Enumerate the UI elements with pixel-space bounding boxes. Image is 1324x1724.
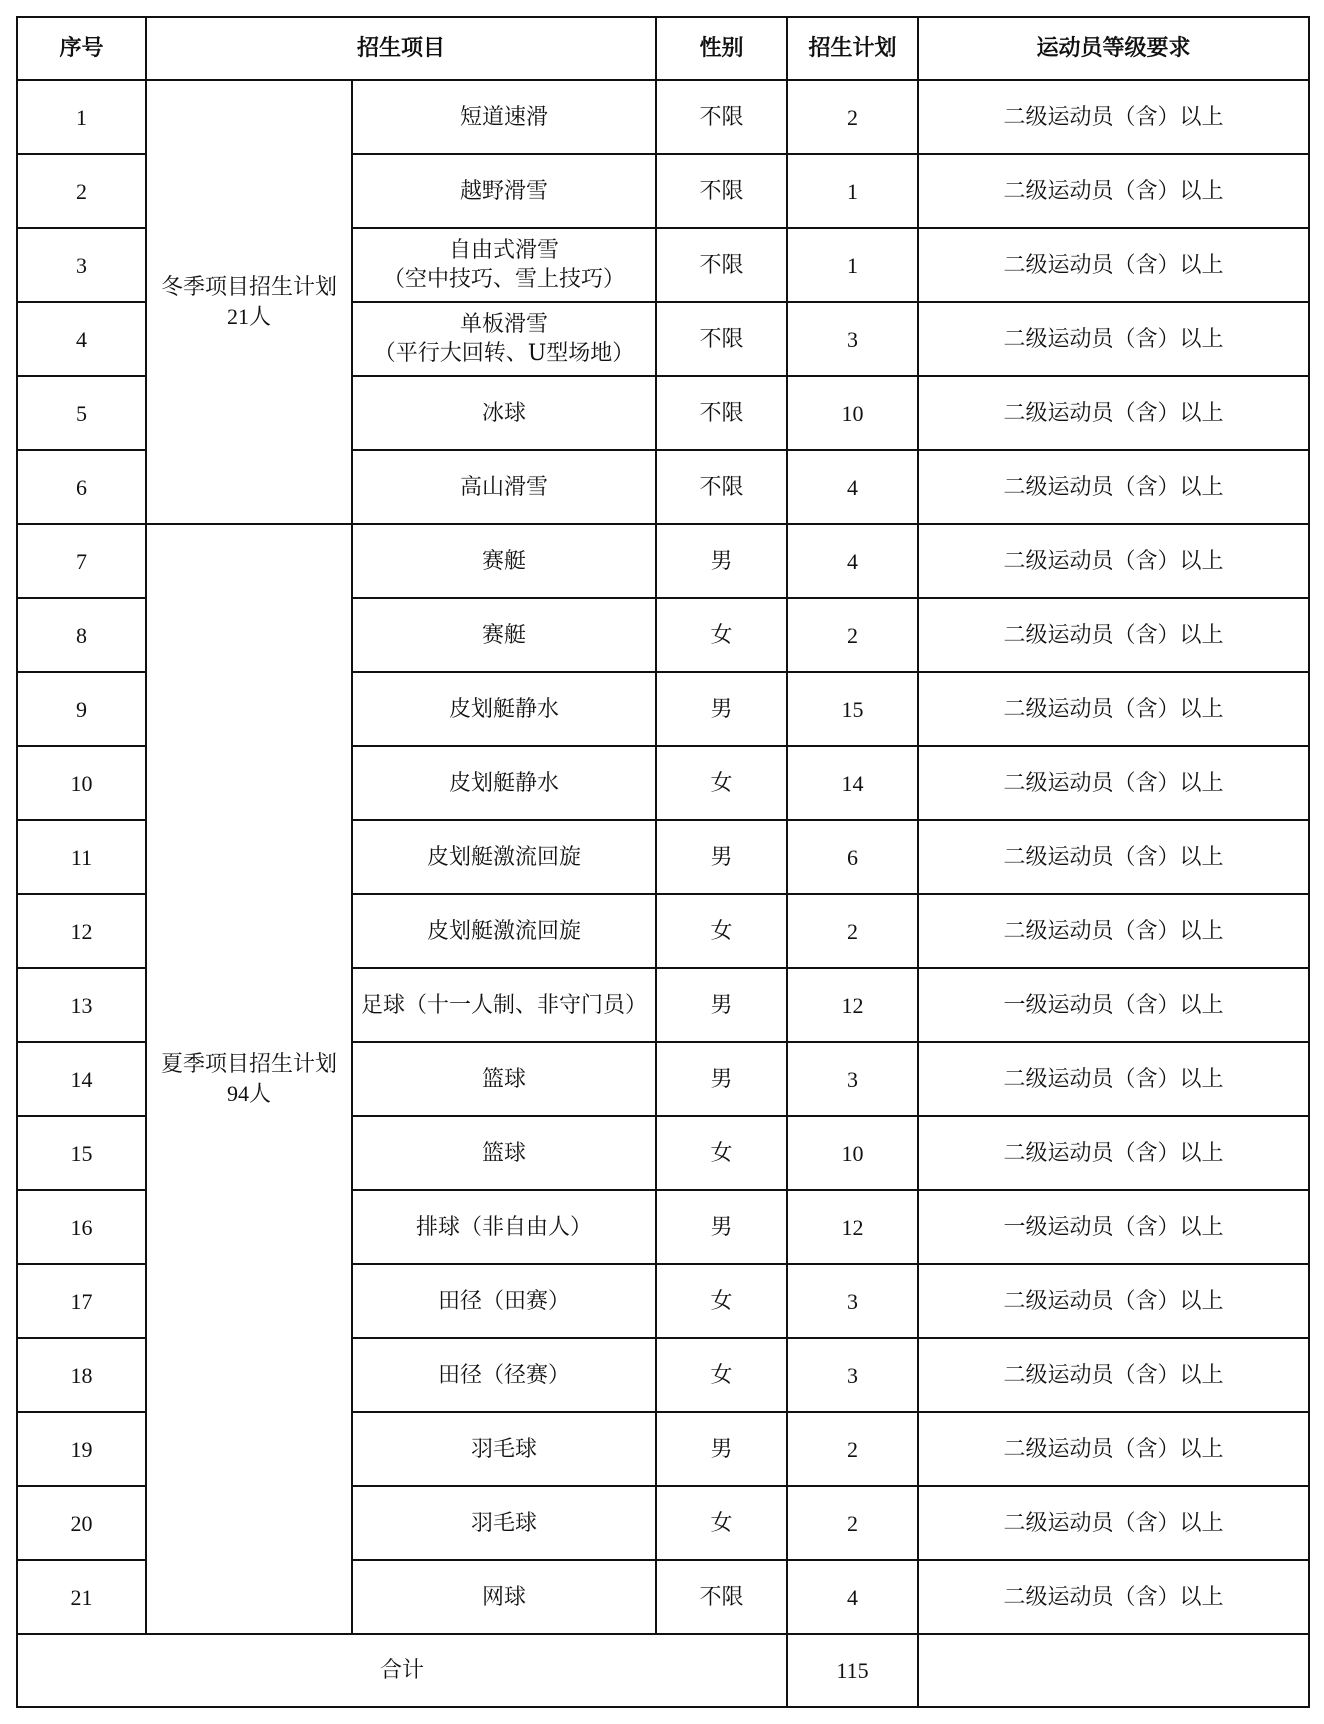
- row-plan: 4: [787, 1560, 918, 1634]
- row-level: 二级运动员（含）以上: [918, 1264, 1309, 1338]
- row-sport-name: 自由式滑雪: [449, 238, 560, 263]
- row-sport: [352, 228, 656, 302]
- total-row: [17, 1634, 1309, 1707]
- row-gender: 男: [656, 672, 787, 746]
- row-level: 二级运动员（含）以上: [918, 672, 1309, 746]
- row-gender: 不限: [656, 376, 787, 450]
- row-sport-name: 赛艇: [482, 622, 527, 648]
- row-gender: 不限: [656, 154, 787, 228]
- row-gender: 不限: [656, 228, 787, 302]
- row-index: 12: [17, 894, 146, 968]
- winter-group-count: 21人: [226, 304, 271, 329]
- row-index: 16: [17, 1190, 146, 1264]
- table-body: [17, 80, 1309, 1707]
- row-sport-name: 皮划艇激流回旋: [427, 918, 582, 944]
- row-gender: 女: [656, 894, 787, 968]
- row-sport-name: 网球: [482, 1584, 527, 1610]
- header-index: 序号: [17, 17, 146, 80]
- row-sport: [352, 1412, 656, 1486]
- row-sport-name: 田径（田赛）: [438, 1288, 571, 1314]
- header-level: 运动员等级要求: [918, 17, 1309, 80]
- row-plan: 10: [787, 1116, 918, 1190]
- row-level: 二级运动员（含）以上: [918, 1116, 1309, 1190]
- row-level: 一级运动员（含）以上: [918, 1190, 1309, 1264]
- row-gender: 男: [656, 1042, 787, 1116]
- summer-group-count: 94人: [226, 1081, 271, 1106]
- row-level: 二级运动员（含）以上: [918, 894, 1309, 968]
- header-gender: 性别: [656, 17, 787, 80]
- row-sport: [352, 450, 656, 524]
- winter-group-title: 冬季项目招生计划: [160, 275, 337, 300]
- row-index: 10: [17, 746, 146, 820]
- row-sport-name: 越野滑雪: [460, 178, 549, 204]
- row-index: 3: [17, 228, 146, 302]
- row-sport-name: 皮划艇激流回旋: [427, 844, 582, 870]
- row-gender: 女: [656, 1116, 787, 1190]
- header-plan: 招生计划: [787, 17, 918, 80]
- row-index: 17: [17, 1264, 146, 1338]
- row-index: 21: [17, 1560, 146, 1634]
- row-level: 二级运动员（含）以上: [918, 1412, 1309, 1486]
- row-plan: 10: [787, 376, 918, 450]
- row-sport-name: 田径（径赛）: [438, 1362, 571, 1388]
- row-level: 二级运动员（含）以上: [918, 376, 1309, 450]
- enrollment-plan-table: [16, 16, 1310, 1708]
- row-sport-name: 羽毛球: [471, 1436, 538, 1462]
- row-gender: 女: [656, 746, 787, 820]
- row-sport-name: 皮划艇静水: [449, 770, 560, 796]
- row-plan: 6: [787, 820, 918, 894]
- row-level: 二级运动员（含）以上: [918, 1338, 1309, 1412]
- summer-group-cell: [146, 524, 352, 1634]
- row-index: 7: [17, 524, 146, 598]
- row-sport: [352, 1560, 656, 1634]
- row-sport-detail: （空中技巧、雪上技巧）: [383, 267, 626, 292]
- row-sport-name: 篮球: [482, 1140, 527, 1166]
- row-gender: 女: [656, 1264, 787, 1338]
- total-plan: 115: [787, 1634, 918, 1707]
- row-plan: 12: [787, 968, 918, 1042]
- row-gender: 男: [656, 968, 787, 1042]
- row-plan: 12: [787, 1190, 918, 1264]
- row-sport-name: 篮球: [482, 1066, 527, 1092]
- row-index: 20: [17, 1486, 146, 1560]
- row-sport-name: 高山滑雪: [460, 474, 549, 500]
- row-sport: [352, 1338, 656, 1412]
- row-sport: [352, 1190, 656, 1264]
- table-row: [17, 524, 1309, 598]
- row-index: 13: [17, 968, 146, 1042]
- row-index: 6: [17, 450, 146, 524]
- row-plan: 3: [787, 1042, 918, 1116]
- row-index: 9: [17, 672, 146, 746]
- row-sport: [352, 672, 656, 746]
- row-level: 一级运动员（含）以上: [918, 968, 1309, 1042]
- row-index: 11: [17, 820, 146, 894]
- row-index: 18: [17, 1338, 146, 1412]
- row-plan: 1: [787, 228, 918, 302]
- row-level: 二级运动员（含）以上: [918, 80, 1309, 154]
- row-gender: 男: [656, 1412, 787, 1486]
- row-plan: 2: [787, 1412, 918, 1486]
- row-sport: [352, 1486, 656, 1560]
- row-plan: 3: [787, 302, 918, 376]
- row-index: 4: [17, 302, 146, 376]
- row-gender: 不限: [656, 80, 787, 154]
- total-level: [918, 1634, 1309, 1707]
- row-plan: 4: [787, 524, 918, 598]
- summer-group-title: 夏季项目招生计划: [160, 1052, 337, 1077]
- row-plan: 2: [787, 80, 918, 154]
- row-sport: [352, 376, 656, 450]
- row-sport-name: 排球（非自由人）: [416, 1214, 593, 1240]
- table-header-row: [17, 17, 1309, 80]
- winter-group-cell: [146, 80, 352, 524]
- row-plan: 1: [787, 154, 918, 228]
- row-gender: 不限: [656, 302, 787, 376]
- row-sport: [352, 302, 656, 376]
- row-gender: 女: [656, 1338, 787, 1412]
- row-gender: 女: [656, 1486, 787, 1560]
- row-level: 二级运动员（含）以上: [918, 1486, 1309, 1560]
- row-sport: [352, 80, 656, 154]
- row-sport: [352, 598, 656, 672]
- row-sport-detail: （平行大回转、U型场地）: [373, 341, 635, 366]
- row-level: 二级运动员（含）以上: [918, 598, 1309, 672]
- row-level: 二级运动员（含）以上: [918, 302, 1309, 376]
- row-gender: 不限: [656, 450, 787, 524]
- row-sport: [352, 968, 656, 1042]
- row-sport-name: 单板滑雪: [460, 312, 549, 337]
- row-level: 二级运动员（含）以上: [918, 1560, 1309, 1634]
- row-gender: 男: [656, 820, 787, 894]
- row-plan: 14: [787, 746, 918, 820]
- row-level: 二级运动员（含）以上: [918, 820, 1309, 894]
- row-index: 8: [17, 598, 146, 672]
- row-plan: 4: [787, 450, 918, 524]
- row-gender: 不限: [656, 1560, 787, 1634]
- row-level: 二级运动员（含）以上: [918, 746, 1309, 820]
- header-project: 招生项目: [146, 17, 656, 80]
- row-index: 5: [17, 376, 146, 450]
- row-sport-name: 皮划艇静水: [449, 696, 560, 722]
- row-sport: [352, 1116, 656, 1190]
- table-row: [17, 80, 1309, 154]
- row-level: 二级运动员（含）以上: [918, 450, 1309, 524]
- row-plan: 15: [787, 672, 918, 746]
- row-sport: [352, 746, 656, 820]
- row-sport-name: 赛艇: [482, 548, 527, 574]
- row-sport-name: 足球（十一人制、非守门员）: [361, 992, 648, 1018]
- row-gender: 女: [656, 598, 787, 672]
- row-sport: [352, 524, 656, 598]
- row-index: 2: [17, 154, 146, 228]
- row-sport: [352, 1264, 656, 1338]
- total-label: 合计: [17, 1634, 787, 1707]
- row-index: 15: [17, 1116, 146, 1190]
- row-index: 14: [17, 1042, 146, 1116]
- row-sport-name: 羽毛球: [471, 1510, 538, 1536]
- row-level: 二级运动员（含）以上: [918, 1042, 1309, 1116]
- row-sport: [352, 820, 656, 894]
- row-sport-name: 冰球: [482, 400, 527, 426]
- row-gender: 男: [656, 1190, 787, 1264]
- row-plan: 2: [787, 598, 918, 672]
- row-plan: 2: [787, 894, 918, 968]
- row-plan: 3: [787, 1264, 918, 1338]
- row-plan: 2: [787, 1486, 918, 1560]
- row-level: 二级运动员（含）以上: [918, 154, 1309, 228]
- row-level: 二级运动员（含）以上: [918, 228, 1309, 302]
- row-sport: [352, 1042, 656, 1116]
- row-index: 1: [17, 80, 146, 154]
- row-sport: [352, 894, 656, 968]
- row-sport-name: 短道速滑: [460, 104, 549, 130]
- row-gender: 男: [656, 524, 787, 598]
- row-index: 19: [17, 1412, 146, 1486]
- row-sport: [352, 154, 656, 228]
- row-level: 二级运动员（含）以上: [918, 524, 1309, 598]
- row-plan: 3: [787, 1338, 918, 1412]
